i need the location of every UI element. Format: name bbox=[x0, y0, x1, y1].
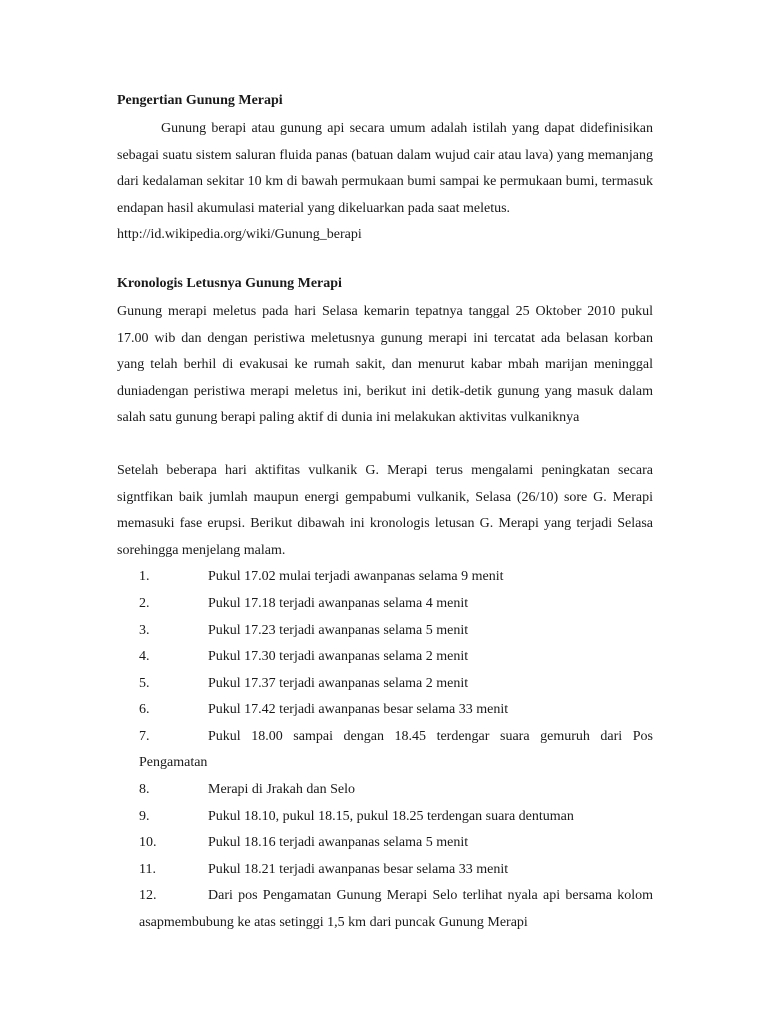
list-item-text: Pukul 18.00 sampai dengan 18.45 terdengar suara gemuruh dari Pos Pengamatan bbox=[139, 728, 653, 771]
list-item-text: Pukul 17.02 mulai terjadi awanpanas selama 9 menit bbox=[208, 569, 504, 585]
chronology-list bbox=[117, 564, 653, 936]
list-item-text: Pukul 18.10, pukul 18.15, pukul 18.25 terdengan suara dentuman bbox=[208, 808, 574, 824]
source-url: http://id.wikipedia.org/wiki/Gunung_berapi bbox=[117, 227, 362, 243]
list-item-text: Pukul 17.23 terjadi awanpanas selama 5 menit bbox=[208, 622, 469, 638]
list-item bbox=[117, 830, 653, 857]
list-item-number: 6. bbox=[139, 702, 150, 718]
list-item bbox=[117, 671, 653, 698]
paragraph-definition: Gunung berapi atau gunung api secara umum adalah istilah yang dapat didefinisikan sebagai suatu sistem saluran fluida panas (batuan dalam wujud cair atau lava) yang memanjang dari kedalaman sekitar 10 km di bawah permukaan bumi sampai ke permukaan bumi, termasuk endapan hasil akumulasi material yang dikeluarkan pada saat meletus. bbox=[117, 121, 653, 216]
list-item bbox=[139, 883, 653, 936]
list-item-text: Pukul 17.37 terjadi awanpanas selama 2 menit bbox=[208, 675, 469, 691]
list-item-text: Pukul 18.21 terjadi awanpanas besar selama 33 menit bbox=[208, 861, 509, 877]
list-item-number: 12. bbox=[139, 888, 157, 904]
list-item-text: Dari pos Pengamatan Gunung Merapi Selo terlihat nyala api bersama kolom asapmembubung ke atas setinggi 1,5 km dari puncak Gunung Merapi bbox=[139, 888, 653, 931]
list-item-number: 7. bbox=[139, 728, 150, 744]
list-item-number: 9. bbox=[139, 808, 150, 824]
list-item bbox=[117, 644, 653, 671]
list-item-text: Pukul 17.42 terjadi awanpanas besar selama 33 menit bbox=[208, 702, 509, 718]
list-item-number: 10. bbox=[139, 835, 157, 851]
list-item-number: 8. bbox=[139, 782, 150, 798]
list-item-number: 5. bbox=[139, 675, 150, 691]
paragraph-intro: Gunung merapi meletus pada hari Selasa kemarin tepatnya tanggal 25 Oktober 2010 pukul 17.00 wib dan dengan peristiwa meletusnya gunung merapi ini tercatat ada belasan korban yang telah berhil di evakusai ke rumah sakit, dan menurut kabar mbah marijan meninggal duniadengan peristiwa merapi meletus ini, berikut ini detik-detik gunung yang masuk dalam salah satu gunung berapi paling aktif di dunia ini melakukan aktivitas vulkaniknya bbox=[117, 303, 653, 426]
list-item bbox=[117, 804, 653, 831]
list-item-number: 11. bbox=[139, 861, 156, 877]
list-item-text: Pukul 17.30 terjadi awanpanas selama 2 menit bbox=[208, 649, 469, 665]
list-item bbox=[117, 591, 653, 618]
list-item-number: 1. bbox=[139, 569, 150, 585]
list-item-number: 4. bbox=[139, 649, 150, 665]
spacer bbox=[117, 432, 653, 458]
paragraph-chronology: Setelah beberapa hari aktifitas vulkanik G. Merapi terus mengalami peningkatan secara signtfikan baik jumlah maupun energi gempabumi vulkanik, Selasa (26/10) sore G. Merapi memasuki fase erupsi. Berikut dibawah ini kronologis letusan G. Merapi yang terjadi Selasa sorehingga menjelang malam. bbox=[117, 462, 653, 558]
list-item bbox=[117, 618, 653, 645]
list-item-number: 3. bbox=[139, 622, 150, 638]
list-item bbox=[117, 857, 653, 884]
list-item-number: 2. bbox=[139, 595, 150, 611]
list-item-text: Pukul 17.18 terjadi awanpanas selama 4 menit bbox=[208, 595, 469, 611]
list-item bbox=[139, 724, 653, 777]
list-item-text: Pukul 18.16 terjadi awanpanas selama 5 menit bbox=[208, 835, 469, 851]
spacer bbox=[117, 249, 653, 275]
list-item-text: Merapi di Jrakah dan Selo bbox=[208, 782, 355, 798]
section-heading-kronologis: Kronologis Letusnya Gunung Merapi bbox=[117, 275, 342, 291]
list-item bbox=[117, 564, 653, 591]
list-item bbox=[117, 777, 653, 804]
list-item bbox=[117, 697, 653, 724]
section-heading-pengertian: Pengertian Gunung Merapi bbox=[117, 93, 283, 108]
